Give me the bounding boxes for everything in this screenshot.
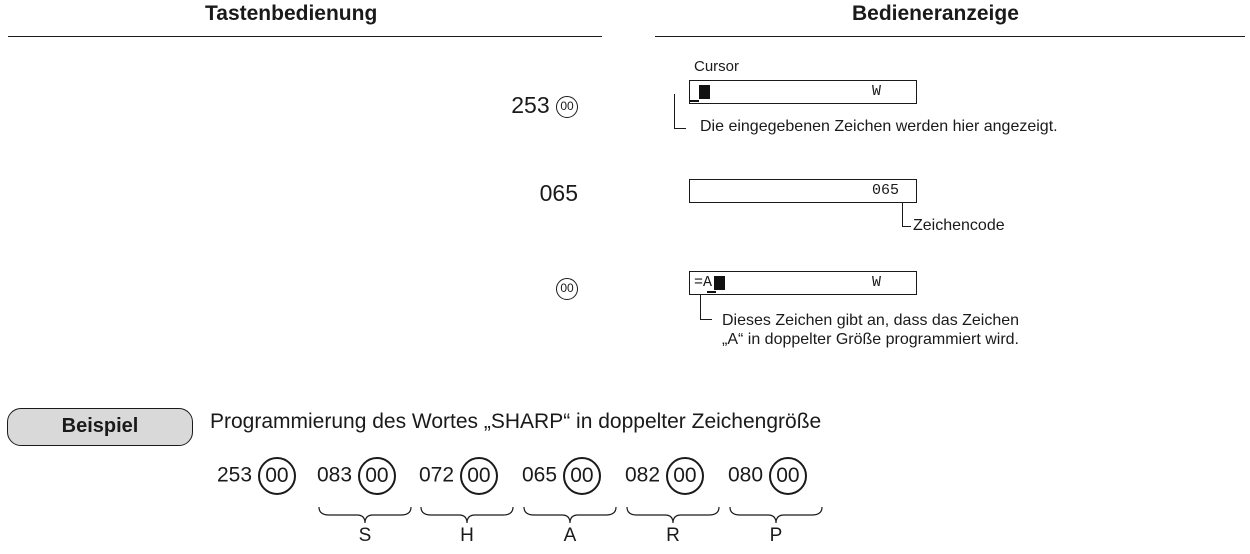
char-code: 080 <box>728 463 764 487</box>
sequence-step <box>217 457 296 495</box>
brace-icon <box>419 505 515 527</box>
header-key-operation: Tastenbedienung <box>205 2 378 25</box>
letter-label: S <box>358 525 372 546</box>
char-code: 065 <box>522 463 558 487</box>
header-rule-left <box>8 36 602 37</box>
brace-icon <box>522 505 618 527</box>
cursor-block <box>714 276 725 290</box>
char-code: 072 <box>419 463 455 487</box>
display-right-text: 065 <box>872 182 900 199</box>
letter-label: H <box>460 525 474 546</box>
double-zero-key-icon: 00 <box>460 457 498 495</box>
display-note-3: Dieses Zeichen gibt an, dass das Zeichen „A“ in doppelter Größe programmiert wird. <box>722 312 1020 348</box>
double-zero-key-icon: 00 <box>556 96 578 118</box>
leader-line <box>700 295 701 319</box>
double-zero-key-icon: 00 <box>666 457 704 495</box>
header-rule-right <box>655 36 1245 37</box>
sequence-step <box>419 457 498 495</box>
leader-line <box>674 94 675 128</box>
lcd-display-3 <box>689 271 917 295</box>
char-code: 082 <box>625 463 661 487</box>
double-zero-key-icon: 00 <box>556 278 578 300</box>
key-step-2 <box>540 180 578 207</box>
char-code: 083 <box>317 463 353 487</box>
display-note-1: Die eingegebenen Zeichen werden hier angezeigt. <box>700 118 1058 135</box>
key-step-1 <box>511 92 578 119</box>
letter-label: P <box>769 525 783 546</box>
letter-label: A <box>563 525 577 546</box>
brace-icon <box>317 505 413 527</box>
example-badge: Beispiel <box>7 408 193 446</box>
cursor-underline <box>707 291 716 293</box>
display-note-2: Zeichencode <box>913 217 1005 234</box>
char-code: 253 <box>217 463 253 487</box>
brace-icon <box>728 505 824 527</box>
brace-icon <box>625 505 721 527</box>
cursor-block <box>699 85 710 99</box>
display-right-text: W <box>872 83 882 100</box>
key-code: 253 <box>511 92 550 118</box>
sequence-step <box>317 457 396 495</box>
sequence-step <box>522 457 601 495</box>
sequence-step <box>728 457 807 495</box>
cursor-label: Cursor <box>694 58 740 75</box>
leader-line <box>902 203 903 226</box>
double-zero-key-icon: 00 <box>769 457 807 495</box>
leader-line <box>700 319 712 320</box>
leader-line <box>674 128 686 129</box>
leader-line <box>902 226 911 227</box>
header-operator-display: Bedieneranzeige <box>852 2 1019 25</box>
double-zero-key-icon: 00 <box>563 457 601 495</box>
double-zero-key-icon: 00 <box>358 457 396 495</box>
cursor-underline <box>690 100 699 102</box>
lcd-display-2 <box>689 179 917 203</box>
display-left-text: =A <box>694 274 713 291</box>
lcd-display-1 <box>689 80 917 104</box>
sequence-step <box>625 457 704 495</box>
double-zero-key-icon: 00 <box>258 457 296 495</box>
letter-label: R <box>666 525 680 546</box>
key-step-3 <box>556 274 578 301</box>
example-text: Programmierung des Wortes „SHARP“ in doppelter Zeichengröße <box>210 410 822 433</box>
display-right-text: W <box>872 274 882 291</box>
key-code: 065 <box>539 180 578 206</box>
